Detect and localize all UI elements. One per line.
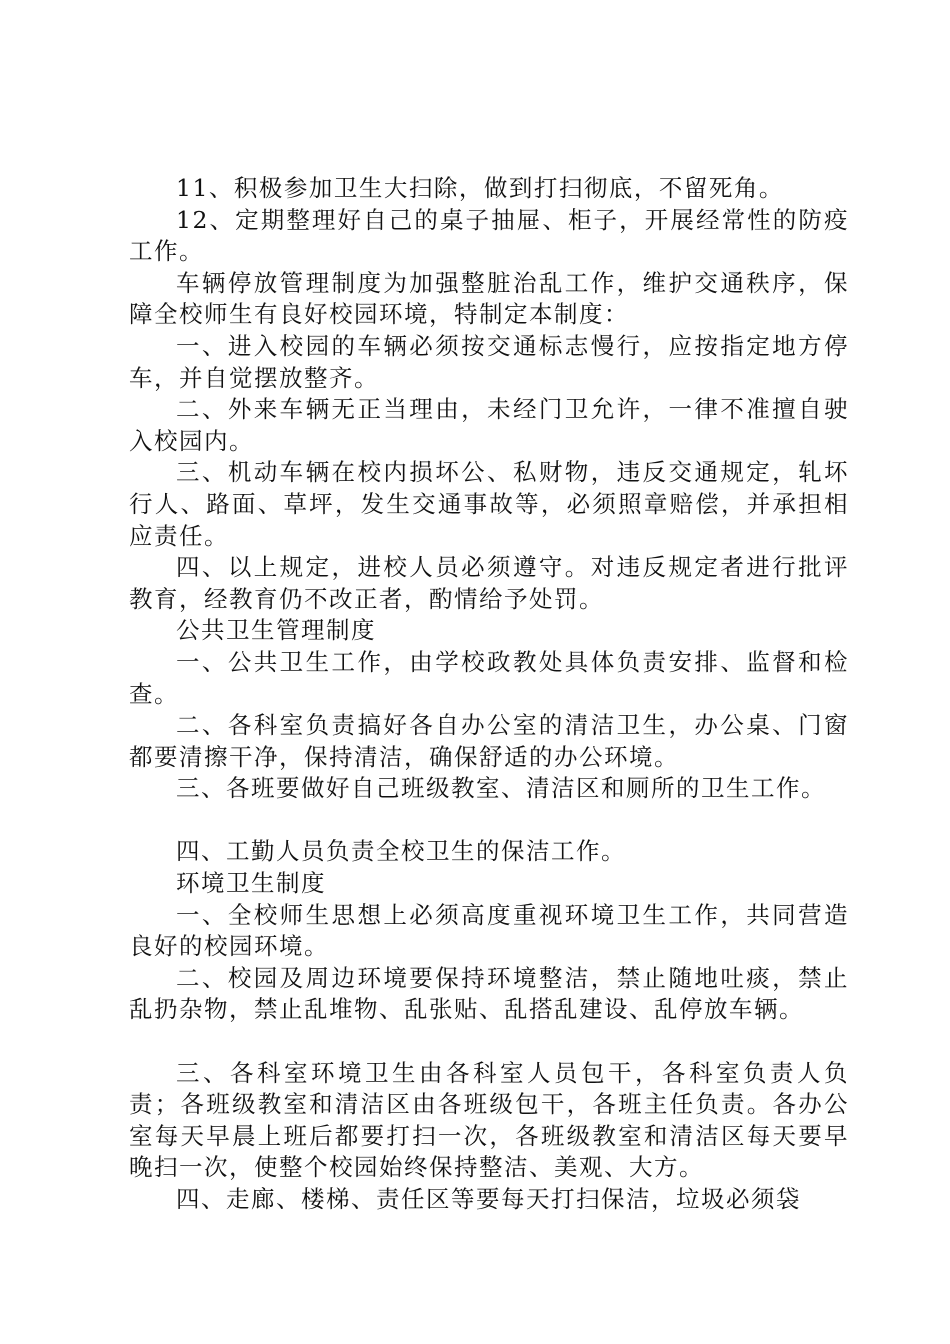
document-body <box>129 173 849 1216</box>
paragraph: 三、机动车辆在校内损坏公、私财物，违反交通规定，轧坏行人、路面、草坪，发生交通事故等，必须照章赔偿，并承担相应责任。 <box>129 458 849 550</box>
paragraph: 四、工勤人员负责全校卫生的保洁工作。 <box>176 837 626 866</box>
paragraph: 一、全校师生思想上必须高度重视环境卫生工作，共同营造良好的校园环境。 <box>129 900 849 961</box>
paragraph: 二、外来车辆无正当理由，未经门卫允许，一律不准擅自驶入校园内。 <box>129 395 849 455</box>
paragraph: 二、校园及周边环境要保持环境整洁，禁止随地吐痰，禁止乱扔杂物，禁止乱堆物、乱张贴、乱搭乱建设、乱停放车辆。 <box>129 963 849 1024</box>
paragraph: 二、各科室负责搞好各自办公室的清洁卫生，办公桌、门窗都要清擦干净，保持清洁，确保舒适的办公环境。 <box>129 711 849 771</box>
paragraph: 四、走廊、楼梯、责任区等要每天打扫保洁，垃圾必须袋 <box>176 1185 801 1213</box>
paragraph: 12、定期整理好自己的桌子抽屉、柜子，开展经常性的防疫工作。 <box>129 205 849 266</box>
paragraph: 四、以上规定，进校人员必须遵守。对违反规定者进行批评教育，经教育仍不改正者，酌情给予处罚。 <box>129 553 849 613</box>
paragraph: 三、各班要做好自己班级教室、清洁区和厕所的卫生工作。 <box>176 774 826 803</box>
paragraph: 车辆停放管理制度为加强整脏治乱工作，维护交通秩序，保障全校师生有良好校园环境，特制定本制度： <box>129 268 849 329</box>
paragraph-spacer <box>129 1026 849 1058</box>
paragraph-spacer <box>129 805 849 837</box>
paragraph: 一、进入校园的车辆必须按交通标志慢行，应按指定地方停车，并自觉摆放整齐。 <box>129 331 849 392</box>
paragraph: 11、积极参加卫生大扫除，做到打扫彻底，不留死角。 <box>176 174 784 202</box>
paragraph: 三、各科室环境卫生由各科室人员包干，各科室负责人负责；各班级教室和清洁区由各班级包干，各班主任负责。各办公室每天早晨上班后都要打扫一次，各班级教室和清洁区每天要早晚扫一次，使整个校园始终保持整洁、美观、大方。 <box>129 1058 849 1182</box>
section-heading: 环境卫生制度 <box>176 869 326 898</box>
section-heading: 公共卫生管理制度 <box>176 616 376 645</box>
paragraph: 一、公共卫生工作，由学校政教处具体负责安排、监督和检查。 <box>129 647 849 708</box>
